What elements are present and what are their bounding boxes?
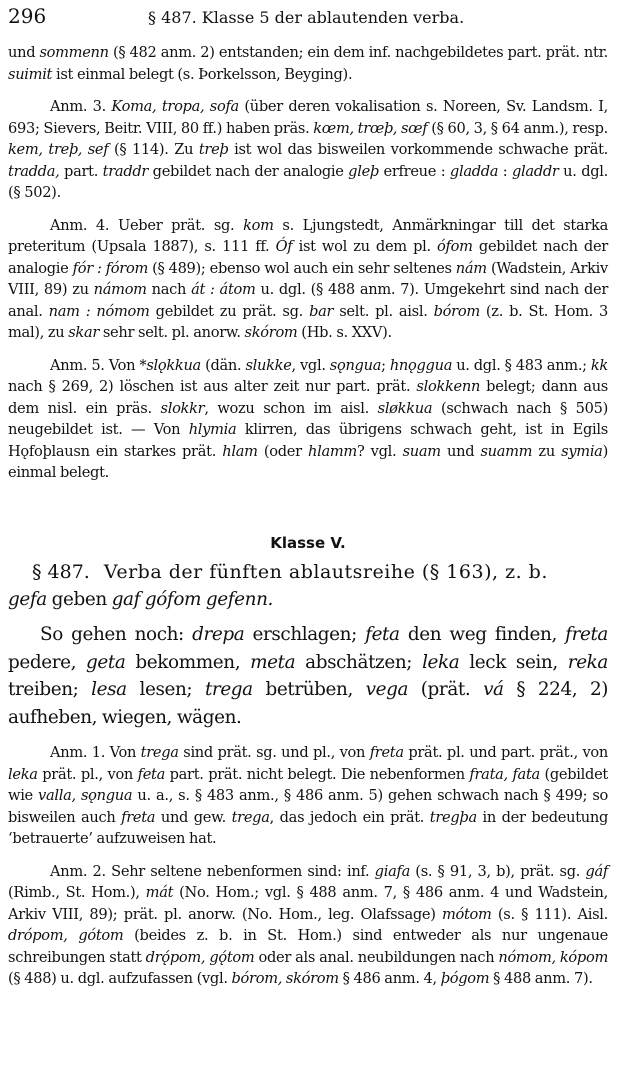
text-run: part. prät. nicht belegt. Die nebenformen: [165, 765, 470, 783]
italic-word-form: mótom: [441, 905, 492, 923]
text-run: selt. pl. aisl.: [333, 302, 434, 320]
text-run: ist wol zu dem pl.: [292, 238, 438, 255]
section-heading: [8, 558, 608, 586]
section-number: § 487.: [32, 560, 90, 583]
italic-word-form: gladda: [449, 162, 499, 180]
italic-word-form: sløkkua: [377, 399, 433, 417]
italic-word-form: freta: [369, 744, 404, 761]
text-run: sind prät. sg. und pl., von: [178, 744, 370, 761]
italic-word-form: gladdr: [512, 162, 559, 180]
italic-word-form: bórom, skórom: [231, 970, 339, 987]
italic-word-form: hlam: [222, 442, 258, 460]
italic-word-form: slokkr: [160, 399, 205, 417]
text-run: (über deren vokalisation s. Noreen, Sv. Landsm. I, 693; Sievers, Beitr. VIII, 80 ff.) haben präs.: [8, 98, 609, 137]
text-run: klirren, das übrigens schwach geht, ist in Egils Hǫfoþlausn ein starkes prät.: [8, 421, 608, 460]
klasse-heading: Klasse V.: [270, 533, 346, 552]
text-run: u. dgl. § 483 anm.;: [452, 356, 591, 374]
note-anm-3: [8, 96, 608, 204]
text-run: (§ 482 anm. 2) entstanden; ein dem inf. nachgebildetes part. prät. ntr.: [108, 44, 608, 61]
italic-word-form: hlamm: [307, 442, 357, 460]
text-run: (Wadstein, Arkiv VIII, 89) zu: [8, 259, 608, 298]
text-run: prät. pl. und part. prät., von: [403, 744, 608, 761]
italic-word-form: leka: [422, 651, 460, 673]
text-run: ? vgl.: [356, 442, 403, 460]
text-run: und: [8, 44, 40, 61]
text-run: , vgl.: [291, 356, 330, 374]
text-run: Anm. 4. Ueber prät. sg.: [50, 216, 244, 234]
text-run: u. dgl. (§ 502).: [8, 162, 609, 201]
italic-word-form: gefa: [8, 588, 47, 610]
note-anm-2: [8, 861, 608, 990]
section-examples: [8, 586, 608, 614]
italic-word-form: freta: [565, 624, 608, 645]
italic-word-form: nám: [455, 259, 487, 277]
text-run: Anm. 2. Sehr seltene nebenformen sind: inf.: [50, 862, 375, 880]
text-run: nach § 269, 2) löschen ist aus alter zeit nur part. prät.: [8, 378, 417, 395]
italic-word-form: symia: [561, 442, 603, 460]
text-run: Anm. 5. Von *: [50, 356, 147, 374]
text-run: (s. § 111). Aisl.: [491, 905, 608, 923]
italic-word-form: geta: [86, 651, 126, 673]
text-run: gebildet zu prät. sg.: [149, 302, 310, 320]
italic-word-form: gáf: [585, 862, 608, 880]
italic-word-form: treþ: [198, 141, 229, 158]
text-run: Anm. 1. Von: [50, 744, 141, 761]
italic-word-form: bar: [309, 302, 334, 320]
text-run: (dän.: [200, 356, 246, 374]
italic-word-form: suimit: [8, 65, 53, 83]
text-run: (oder: [257, 442, 308, 460]
text-run: ;: [381, 356, 390, 374]
italic-word-form: drópom, gótom: [8, 927, 124, 944]
text-run: in der bedeutung ‘betrauerte’ aufzuweisen hat.: [8, 808, 609, 847]
text-run: ) einmal belegt.: [8, 442, 608, 481]
text-run: (z. b. St. Hom. 3 mal), zu: [8, 302, 609, 341]
text-run: § 486 anm. 4,: [338, 970, 441, 987]
text-run: § 224, 2) aufheben, wiegen, wägen.: [8, 679, 609, 728]
italic-word-form: gleþ: [348, 162, 379, 180]
text-run: s. Ljungstedt, Anmärkningar till det starka preteritum (Upsala 1887), s. 111 ff.: [8, 216, 608, 255]
italic-word-form: kom: [243, 216, 274, 234]
italic-word-form: Óf: [275, 238, 293, 255]
text-run: gebildet nach der analogie: [148, 162, 349, 180]
italic-word-form: leka: [8, 765, 38, 783]
italic-word-form: slokkenn: [416, 378, 481, 395]
italic-word-form: trega: [231, 808, 270, 826]
text-run: pedere,: [8, 651, 87, 673]
italic-word-form: bórom: [433, 302, 480, 320]
text-run: (Rimb., St. Hom.),: [8, 884, 146, 901]
italic-word-form: nómom, kópom: [498, 948, 608, 966]
text-run: , wozu schon im aisl.: [204, 399, 378, 417]
italic-word-form: vá: [483, 679, 504, 700]
italic-word-form: mát: [145, 884, 174, 901]
italic-word-form: feta: [137, 765, 166, 783]
text-run: So gehen noch:: [40, 624, 193, 645]
italic-word-form: reka: [567, 651, 608, 673]
text-run: (§ 60, 3, § 64 anm.), resp.: [427, 119, 608, 137]
italic-word-form: hlymia: [188, 421, 237, 438]
text-run: erschlagen;: [244, 624, 366, 645]
italic-word-form: tradda,: [8, 162, 60, 180]
text-run: (§ 489); ebenso wol auch ein sehr seltenes: [147, 259, 456, 277]
text-run: (prät.: [408, 679, 484, 700]
text-run: (beides z. b. in St. Hom.) sind entweder als nur ungenaue schreibungen statt: [8, 927, 608, 966]
italic-word-form: skórom: [244, 324, 298, 341]
italic-word-form: fór : fórom: [72, 259, 148, 277]
text-run: (No. Hom.; vgl. § 488 anm. 7, § 486 anm. 4 und Wadstein, Arkiv VIII, 89); prät. pl. anorw. (No. Hom., leg. Olafssage): [8, 884, 608, 923]
running-head-title: § 487. Klasse 5 der ablautenden verba.: [148, 8, 465, 27]
italic-word-form: traddr: [102, 162, 149, 180]
text-run: Anm. 3.: [50, 98, 112, 115]
italic-word-form: kœm, trœþ, sœf: [313, 119, 428, 137]
text-run: treiben;: [8, 679, 92, 700]
italic-word-form: sommenn: [39, 44, 109, 61]
text-run: betrüben,: [252, 679, 366, 700]
text-run: lesen;: [126, 679, 205, 700]
italic-word-form: Koma, tropa, sofa: [111, 98, 239, 115]
italic-word-form: kem, treþ, sef: [8, 141, 109, 158]
italic-word-form: skar: [68, 324, 100, 341]
text-run: ist einmal belegt (s. Þorkelsson, Beyging).: [52, 65, 353, 83]
text-run: erfreue :: [378, 162, 450, 180]
italic-word-form: át : átom: [191, 281, 256, 298]
note-anm-1: [8, 742, 608, 850]
section-heading-text: Verba der fünften ablautsreihe (§ 163), z. b.: [103, 560, 548, 583]
italic-word-form: freta: [121, 808, 156, 826]
text-run: (gebildet wie: [8, 765, 608, 804]
text-run: u. dgl. (§ 488 anm. 7). Umgekehrt sind nach der anal.: [8, 281, 609, 320]
text-run: und: [440, 442, 481, 460]
text-run: den weg finden,: [399, 624, 566, 645]
italic-word-form: lesa: [91, 679, 127, 700]
italic-word-form: námom: [93, 281, 147, 298]
paragraph-continuation: [8, 42, 608, 85]
italic-word-form: trega: [204, 679, 253, 700]
book-page: [8, 4, 608, 990]
text-run: leck sein,: [459, 651, 568, 673]
italic-word-form: frata, fata: [469, 765, 540, 783]
text-run: :: [498, 162, 513, 180]
text-run: (§ 488) u. dgl. aufzufassen (vgl.: [8, 970, 232, 987]
italic-word-form: gaf gófom gefenn.: [111, 588, 273, 610]
text-run: u. a., s. § 483 anm., § 486 anm. 5) gehen schwach nach § 499; so bisweilen auch: [8, 787, 608, 826]
page-number: 296: [8, 4, 47, 28]
italic-word-form: meta: [250, 651, 296, 673]
text-run: belegt; dann aus dem nisl. ein präs.: [8, 378, 608, 417]
italic-word-form: þógom: [440, 970, 490, 987]
text-run: und gew.: [155, 808, 232, 826]
text-run: gebildet nach der analogie: [8, 238, 608, 277]
italic-word-form: drǫ́pom, gǫ́tom: [145, 948, 255, 966]
italic-word-form: ófom: [437, 238, 473, 255]
text-run: part.: [59, 162, 103, 180]
text-run: abschätzen;: [295, 651, 423, 673]
text-run: (§ 114). Zu: [108, 141, 199, 158]
note-anm-5: [8, 355, 608, 484]
text-run: zu: [532, 442, 562, 460]
text-run: nach: [146, 281, 192, 298]
italic-word-form: suam: [402, 442, 441, 460]
text-run: ist wol das bisweilen vorkommende schwache prät.: [228, 141, 608, 158]
text-run: oder als anal. neubildungen nach: [254, 948, 499, 966]
text-run: § 488 anm. 7).: [489, 970, 593, 987]
italic-word-form: valla, sǫngua: [38, 787, 133, 804]
italic-word-form: nam : nómom: [48, 302, 150, 320]
italic-word-form: kk: [590, 356, 608, 374]
note-anm-4: [8, 215, 608, 344]
italic-word-form: hnǫggua: [389, 356, 453, 374]
text-run: sehr selt. pl. anorw.: [99, 324, 245, 341]
italic-word-form: vega: [365, 679, 409, 700]
running-head: [8, 4, 608, 34]
text-run: (schwach nach § 505) neugebildet ist. — Von: [8, 399, 608, 438]
italic-word-form: slǫkkua: [146, 356, 201, 374]
text-run: prät. pl., von: [37, 765, 138, 783]
text-run: , das jedoch ein prät.: [269, 808, 430, 826]
section-body: [8, 621, 608, 731]
italic-word-form: giafa: [374, 862, 410, 880]
text-run: bekommen,: [125, 651, 251, 673]
text-run: geben: [46, 588, 112, 610]
italic-word-form: trega: [140, 744, 179, 761]
italic-word-form: tregþa: [429, 808, 477, 826]
italic-word-form: feta: [365, 624, 400, 645]
italic-word-form: suamm: [480, 442, 533, 460]
italic-word-form: drepa: [192, 624, 245, 645]
text-run: (Hb. s. XXV).: [297, 324, 392, 341]
text-run: (s. § 91, 3, b), prät. sg.: [409, 862, 586, 880]
italic-word-form: slukke: [245, 356, 292, 374]
italic-word-form: sǫngua: [329, 356, 382, 374]
